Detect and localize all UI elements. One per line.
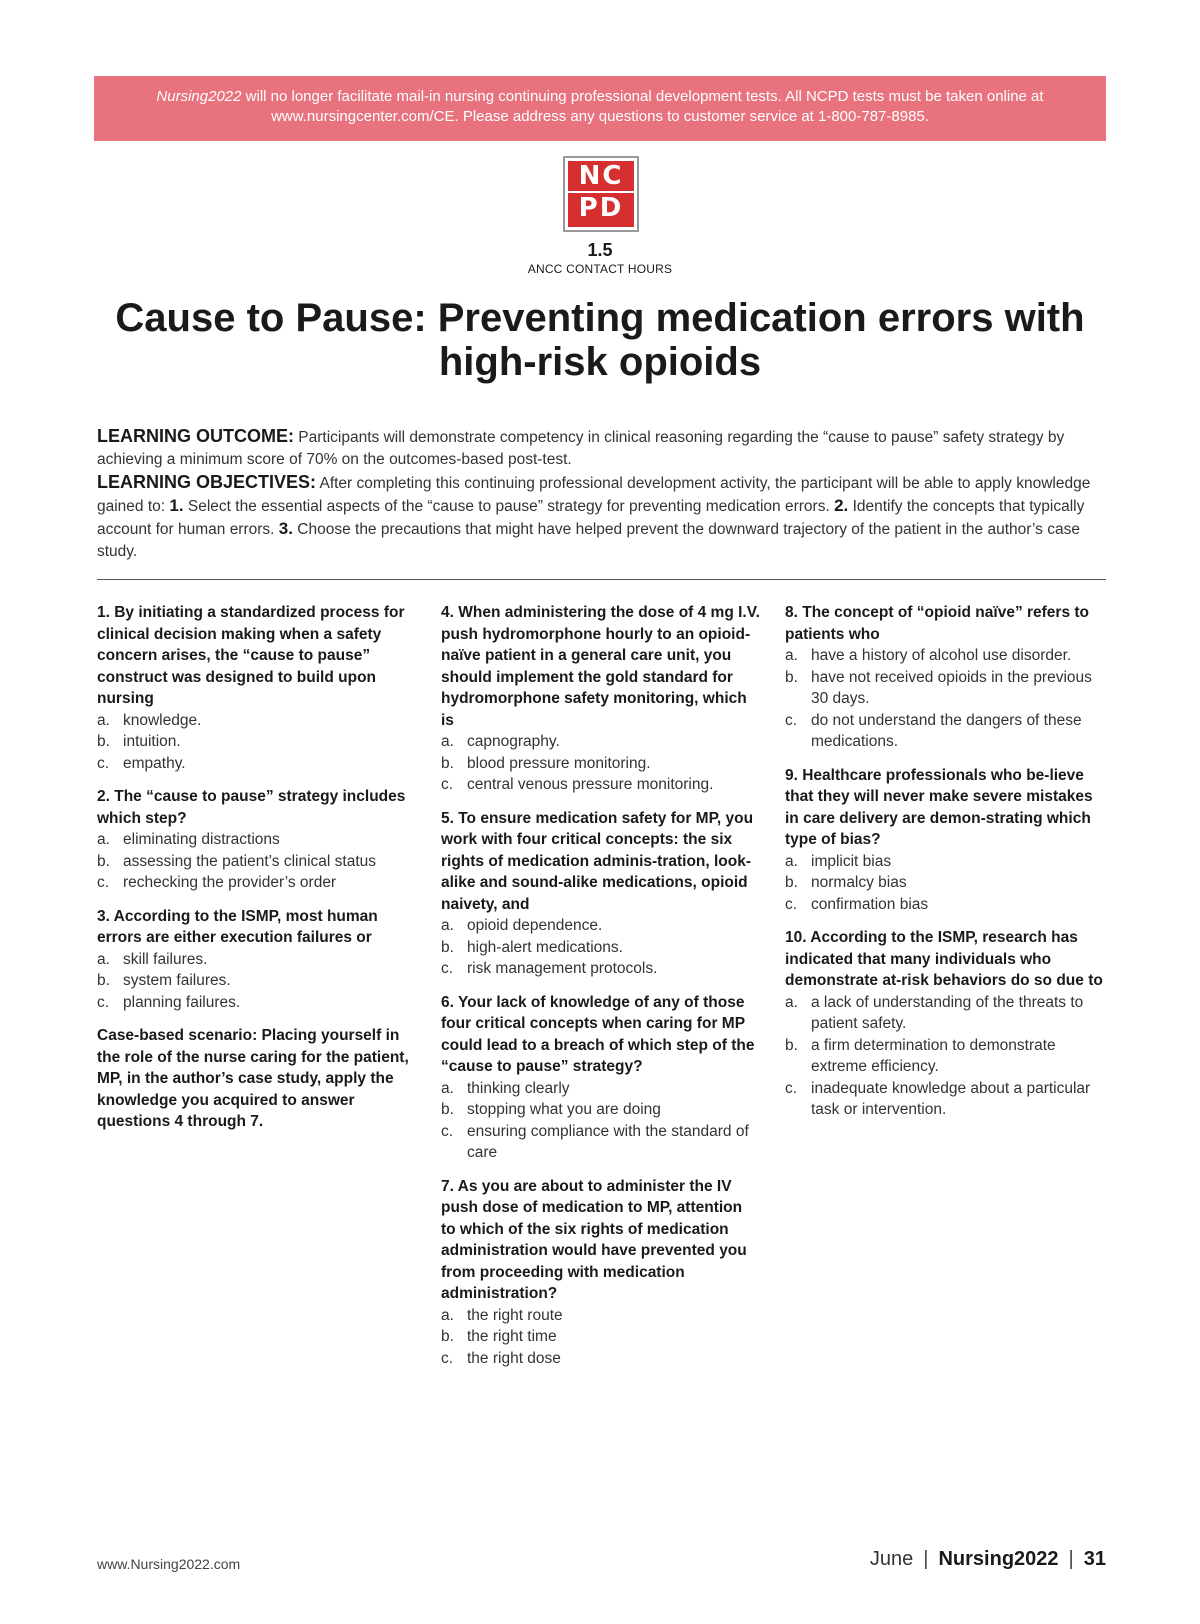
- option-text: a firm determination to demonstrate extreme efficiency.: [811, 1036, 1056, 1075]
- answer-option: [441, 1121, 761, 1164]
- option-letter: a.: [441, 917, 454, 934]
- answer-option: [97, 992, 417, 1014]
- answer-option: [97, 731, 417, 753]
- learning-objectives: LEARNING OBJECTIVES: After completing this continuing professional development activity, the participant will be able to apply knowledge gained to: 1. Select the essential aspects of the “cause to pause” strategy for preventing medication errors. 2. Identify the concepts that typically account for human errors. 3. Choose the precautions that might have helped prevent the downward trajectory of the patient in the author’s case study.: [97, 472, 1091, 560]
- question-stem: 1. By initiating a standardized process for clinical decision making when a safety concern arises, the “cause to pause” construct was designed to build upon nursing: [97, 604, 405, 707]
- question-stem: 6. Your lack of knowledge of any of those four critical concepts when caring for MP could lead to a breach of which step of the “cause to pause” strategy?: [441, 993, 755, 1075]
- option-text: have a history of alcohol use disorder.: [811, 647, 1072, 664]
- option-letter: c.: [97, 754, 110, 772]
- option-text: stopping what you are doing: [467, 1101, 661, 1118]
- answer-option: [785, 872, 1105, 894]
- answer-option: [785, 667, 1105, 710]
- option-letter: b.: [785, 668, 798, 686]
- footer-magazine: Nursing2022: [938, 1548, 1059, 1570]
- notice-banner: [94, 76, 1106, 141]
- answer-option: [97, 829, 417, 851]
- question: [441, 1176, 761, 1370]
- option-letter: a.: [97, 711, 110, 729]
- option-letter: b.: [441, 1328, 454, 1345]
- option-text: ensuring compliance with the standard of care: [467, 1122, 749, 1161]
- notice-line-1: Nursing2022 will no longer facilitate mail-in nursing continuing professional development tests. All NCPD tests must be taken online at: [156, 88, 1044, 105]
- option-letter: b.: [441, 938, 454, 956]
- ncpd-badge-icon: [565, 158, 637, 230]
- answer-option: [441, 1348, 761, 1370]
- answer-option: [97, 851, 417, 873]
- question-stem: 4. When administering the dose of 4 mg I.V. push hydromorphone hourly to an opioid-naïve patient in a general care unit, you should implement the gold standard for hydromorphone safety monitoring, which is: [441, 604, 760, 729]
- answer-option: [785, 710, 1105, 753]
- question-stem: 8. The concept of “opioid naïve” refers to patients who: [785, 604, 1090, 643]
- option-letter: a.: [441, 1306, 454, 1324]
- footer-separator: |: [1068, 1548, 1074, 1570]
- option-text: a lack of understanding of the threats to patient safety.: [811, 993, 1084, 1032]
- answer-option: [785, 1078, 1105, 1121]
- question-column-2: [441, 602, 761, 1381]
- option-text: knowledge.: [123, 711, 202, 729]
- answer-option: [441, 915, 761, 937]
- answer-option: [441, 774, 761, 796]
- notice-publication: Nursing2022: [156, 88, 242, 105]
- option-letter: a.: [97, 831, 110, 848]
- option-letter: c.: [441, 1122, 454, 1140]
- option-text: confirmation bias: [811, 895, 929, 913]
- learning-outcome-label: LEARNING OUTCOME:: [97, 426, 294, 446]
- option-text: empathy.: [123, 754, 186, 772]
- option-text: central venous pressure monitoring.: [467, 776, 714, 793]
- option-text: the right route: [467, 1306, 563, 1324]
- question: [785, 927, 1105, 1121]
- option-text: thinking clearly: [467, 1079, 570, 1097]
- option-letter: c.: [785, 895, 798, 913]
- answer-option: [97, 970, 417, 992]
- question: [97, 786, 417, 894]
- option-text: opioid dependence.: [467, 917, 603, 934]
- option-text: planning failures.: [123, 993, 241, 1011]
- option-text: skill failures.: [123, 950, 208, 968]
- question: [97, 602, 417, 774]
- option-letter: b.: [97, 852, 110, 870]
- option-letter: b.: [97, 972, 110, 989]
- option-letter: a.: [441, 733, 454, 750]
- option-letter: c.: [785, 1079, 798, 1097]
- contact-hours-label: ANCC CONTACT HOURS: [527, 262, 673, 276]
- answer-option: [441, 1099, 761, 1121]
- section-divider: [97, 579, 1106, 580]
- option-letter: a.: [97, 950, 110, 968]
- option-text: high-alert medications.: [467, 938, 623, 956]
- option-letter: b.: [785, 874, 798, 891]
- question-stem: 10. According to the ISMP, research has indicated that many individuals who demonstrate at-risk behaviors do so due to: [785, 929, 1103, 989]
- page-number: 31: [1083, 1548, 1106, 1570]
- learning-intro: [97, 425, 1102, 563]
- contact-hours-value: 1.5: [587, 240, 613, 260]
- learning-outcome-text: Participants will demonstrate competency in clinical reasoning regarding the “cause to pause” safety strategy by achieving a minimum score of 70% on the outcomes-based post-test.: [97, 429, 1065, 468]
- question-stem: 7. As you are about to administer the IV push dose of medication to MP, attention to which of the six rights of medication administration would have prevented you from proceeding with medication administration?: [441, 1177, 747, 1302]
- answer-option: [441, 1326, 761, 1348]
- badge-bottom-text: PD: [568, 191, 634, 223]
- option-letter: b.: [97, 733, 110, 750]
- learning-objectives-label: LEARNING OBJECTIVES:: [97, 472, 317, 492]
- option-letter: a.: [785, 647, 798, 664]
- answer-option: [97, 710, 417, 732]
- notice-line-2: www.nursingcenter.com/CE. Please address any questions to customer service at 1-800-787-8985.: [271, 108, 929, 125]
- badge-top-text: NC: [578, 161, 624, 191]
- learning-outcome: [97, 425, 1102, 471]
- question: [785, 602, 1105, 753]
- option-text: intuition.: [123, 733, 181, 750]
- option-letter: a.: [785, 852, 798, 870]
- answer-option: [785, 851, 1105, 873]
- question-stem: 3. According to the ISMP, most human errors are either execution failures or: [97, 907, 378, 946]
- question-column-1: [97, 602, 417, 1133]
- option-text: eliminating distractions: [123, 831, 280, 848]
- footer-website: www.Nursing2022.com: [97, 1556, 241, 1572]
- option-letter: c.: [441, 960, 454, 977]
- option-text: implicit bias: [811, 852, 892, 870]
- question: [441, 992, 761, 1164]
- question-stem: 9. Healthcare professionals who be-lieve that they will never make severe mistakes in care delivery are demon-strating which type of bias?: [785, 766, 1093, 848]
- question: [785, 765, 1105, 916]
- option-letter: c.: [785, 711, 798, 729]
- answer-option: [97, 753, 417, 775]
- answer-option: [785, 1035, 1105, 1078]
- answer-option: [441, 1305, 761, 1327]
- answer-option: [441, 753, 761, 775]
- option-letter: b.: [785, 1036, 798, 1054]
- question-stem: 2. The “cause to pause” strategy includes which step?: [97, 788, 406, 827]
- answer-option: [97, 872, 417, 894]
- option-text: have not received opioids in the previous 30 days.: [811, 668, 1092, 707]
- answer-option: [785, 645, 1105, 667]
- option-letter: a.: [785, 993, 798, 1011]
- question-stem: 5. To ensure medication safety for MP, you work with four critical concepts: the six rights of medication adminis-tration, look-alike and sound-alike medications, opioid naivety, and: [441, 809, 754, 913]
- option-text: assessing the patient’s clinical status: [123, 852, 377, 870]
- option-text: blood pressure monitoring.: [467, 754, 651, 772]
- option-letter: c.: [441, 1349, 454, 1367]
- option-letter: a.: [441, 1079, 454, 1097]
- option-letter: c.: [441, 776, 454, 793]
- question: [441, 602, 761, 796]
- page-title: Cause to Pause: Preventing medication errors with high-risk opioids: [115, 296, 1085, 384]
- option-letter: c.: [97, 874, 110, 891]
- answer-option: [441, 1078, 761, 1100]
- case-scenario: Case-based scenario: Placing yourself in the role of the nurse caring for the patient, MP, in the author’s case study, apply the knowledge you acquired to answer questions 4 through 7.: [97, 1027, 409, 1130]
- answer-option: [441, 937, 761, 959]
- question: [441, 808, 761, 980]
- answer-option: [785, 894, 1105, 916]
- answer-option: [441, 731, 761, 753]
- option-text: the right time: [467, 1328, 557, 1345]
- option-letter: c.: [97, 993, 110, 1011]
- answer-option: [785, 992, 1105, 1035]
- option-text: rechecking the provider’s order: [123, 874, 337, 891]
- answer-option: [97, 949, 417, 971]
- option-text: do not understand the dangers of these medications.: [811, 711, 1082, 750]
- option-text: risk management protocols.: [467, 960, 658, 977]
- answer-option: [441, 958, 761, 980]
- option-text: inadequate knowledge about a particular task or intervention.: [811, 1079, 1091, 1118]
- question-column-3: [785, 602, 1105, 1133]
- option-text: capnography.: [467, 733, 560, 750]
- question: [97, 906, 417, 1014]
- footer-month: June: [869, 1548, 914, 1570]
- footer-folio: [870, 1548, 1106, 1571]
- option-text: normalcy bias: [811, 874, 907, 891]
- footer-separator: |: [923, 1548, 929, 1570]
- option-letter: b.: [441, 1101, 454, 1118]
- option-text: system failures.: [123, 972, 231, 989]
- option-letter: b.: [441, 754, 454, 772]
- option-text: the right dose: [467, 1349, 561, 1367]
